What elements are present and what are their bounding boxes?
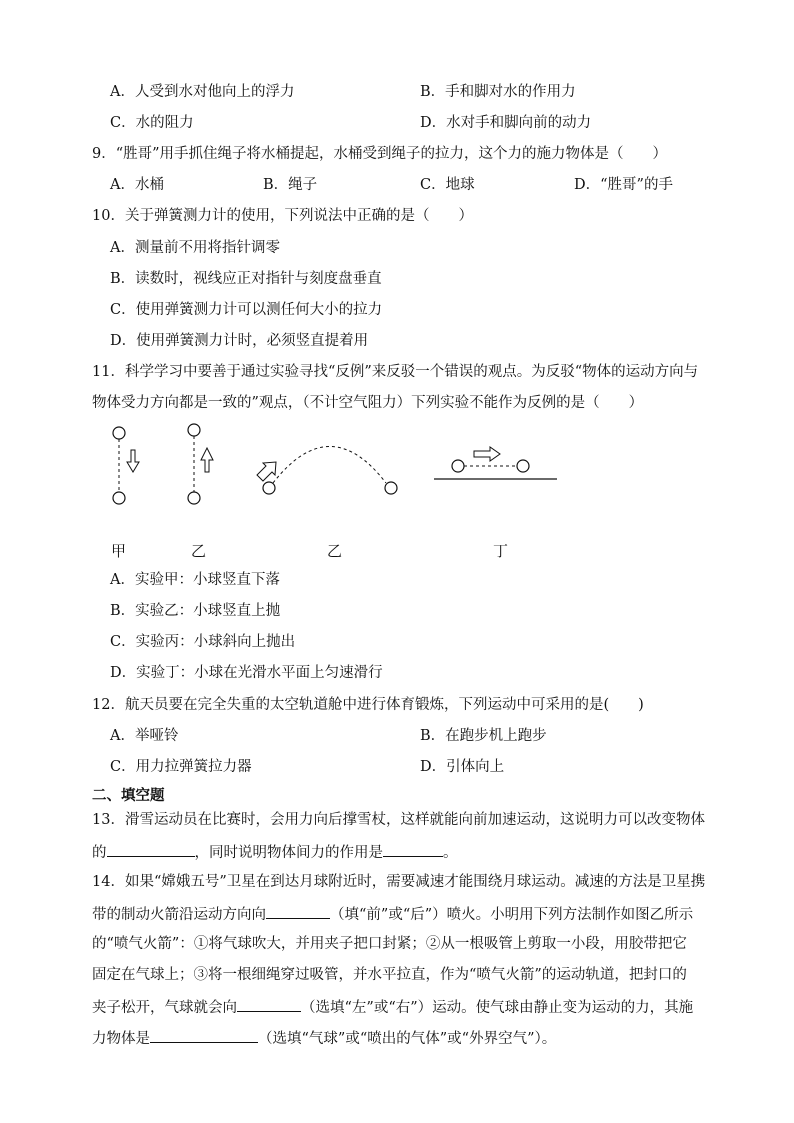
q12-stem: 12．航天员要在完全失重的太空轨道舱中进行体育锻炼，下列运动中可采用的是( ) — [92, 697, 644, 713]
q14-line3: 的“喷气火箭”：①将气球吹大，并用夹子把口封紧；②从一根吸管上剪取一小段，用胶带把它 — [92, 936, 687, 952]
figure-ding — [434, 447, 557, 479]
q11-option-a: A．实验甲：小球竖直下落 — [110, 572, 280, 588]
q11-option-d: D．实验丁：小球在光滑水平面上匀速滑行 — [110, 665, 383, 681]
yi-ball-bottom — [188, 492, 200, 504]
q8-option-d: D．水对手和脚向前的动力 — [420, 115, 592, 131]
q14-text-l6a: 力物体是 — [92, 1031, 150, 1047]
q11-stem-line1: 11．科学学习中要善于通过实验寻找“反例”来反驳一个错误的观点。为反驳“物体的运动方向与 — [92, 364, 699, 380]
q13-blank-2[interactable] — [383, 841, 443, 857]
section-heading-fill-blank: 二、填空题 — [92, 788, 165, 804]
q14-text-l2a: 带的制动火箭沿运动方向向 — [92, 907, 266, 923]
q12-option-b: B．在跑步机上跑步 — [420, 728, 547, 744]
q13-text-a: 的 — [92, 845, 107, 861]
ding-ball-left — [452, 460, 464, 472]
figure-label-jia: 甲 — [111, 542, 127, 560]
q8-option-b: B．手和脚对水的作用力 — [420, 84, 576, 100]
q11-option-b: B．实验乙：小球竖直上抛 — [110, 603, 281, 619]
q11-option-c: C．实验丙：小球斜向上抛出 — [110, 634, 296, 650]
diagonal-arrow-icon — [257, 462, 276, 481]
q14-line1: 14．如果“嫦娥五号”卫星在到达月球附近时，需要减速才能围绕月球运动。减速的方法是卫星携 — [92, 874, 706, 890]
q10-option-c: C．使用弹簧测力计可以测任何大小的拉力 — [110, 302, 383, 318]
q12-option-a: A．举哑铃 — [110, 728, 179, 744]
q14-blank-1[interactable] — [266, 903, 330, 919]
q10-option-d: D．使用弹簧测力计时，必须竖直提着用 — [110, 333, 369, 349]
jia-ball-bottom — [113, 492, 125, 504]
down-arrow-icon — [127, 450, 139, 472]
ding-ball-right — [517, 460, 529, 472]
projectile-ball-start — [263, 482, 275, 494]
figure-jia — [113, 427, 139, 504]
q9-stem: 9．“胜哥”用手抓住绳子将水桶提起，水桶受到绳子的拉力，这个力的施力物体是（ ） — [92, 146, 668, 162]
q14-line5 — [92, 996, 693, 1018]
q13-line2 — [92, 841, 458, 863]
q8-option-c: C．水的阻力 — [110, 115, 194, 131]
q12-option-c: C．用力拉弹簧拉力器 — [110, 759, 252, 775]
q14-blank-2[interactable] — [237, 996, 301, 1012]
figure-label-yi-2: 乙 — [327, 542, 343, 560]
q10-stem: 10．关于弹簧测力计的使用，下列说法中正确的是（ ） — [92, 208, 473, 224]
q14-text-l5a: 夹子松开，气球就会向 — [92, 1000, 237, 1016]
q11-stem-line2: 物体受力方向都是一致的”观点，（不计空气阻力）下列实验不能作为反例的是（ ） — [92, 395, 644, 411]
q14-line2 — [92, 903, 693, 925]
q13-blank-1[interactable] — [107, 841, 195, 857]
q13-line1: 13．滑雪运动员在比赛时，会用力向后撑雪杖，这样就能向前加速运动，这说明力可以改变物体 — [92, 812, 705, 828]
projectile-ball-end — [385, 482, 397, 494]
q9-option-c: C．地球 — [420, 177, 475, 193]
q9-option-d: D．“胜哥”的手 — [574, 177, 673, 193]
q9-option-b: B．绳子 — [263, 177, 318, 193]
q14-blank-3[interactable] — [150, 1027, 258, 1043]
jia-ball-top — [113, 427, 125, 439]
q14-text-l5b: （选填“左”或“右”）运动。使气球由静止变为运动的力，其施 — [301, 1000, 694, 1016]
q13-text-b: ，同时说明物体间力的作用是 — [194, 845, 383, 861]
figure-yi-vertical — [188, 424, 213, 504]
q8-option-a: A．人受到水对他向上的浮力 — [110, 84, 295, 100]
right-arrow-icon — [474, 447, 500, 461]
q13-text-c: 。 — [443, 845, 458, 861]
q14-line6 — [92, 1027, 556, 1049]
q14-line4: 固定在气球上；③将一根细绳穿过吸管，并水平拉直，作为“喷气火箭”的运动轨道，把封口的 — [92, 967, 687, 983]
figure-projectile — [257, 447, 397, 495]
q10-option-a: A．测量前不用将指针调零 — [110, 240, 280, 256]
up-arrow-icon — [201, 448, 213, 472]
q14-text-l2b: （填“前”或“后”）喷火。小明用下列方法制作如图乙所示 — [330, 907, 694, 923]
yi-ball-top — [188, 424, 200, 436]
q14-text-l6b: （选填“气球”或“喷出的气体”或“外界空气”）。 — [258, 1031, 557, 1047]
q9-option-a: A．水桶 — [110, 177, 164, 193]
q10-option-b: B．读数时，视线应正对指针与刻度盘垂直 — [110, 271, 382, 287]
figure-label-yi-1: 乙 — [191, 542, 207, 560]
figure-label-ding: 丁 — [493, 542, 509, 560]
q12-option-d: D．引体向上 — [420, 759, 505, 775]
